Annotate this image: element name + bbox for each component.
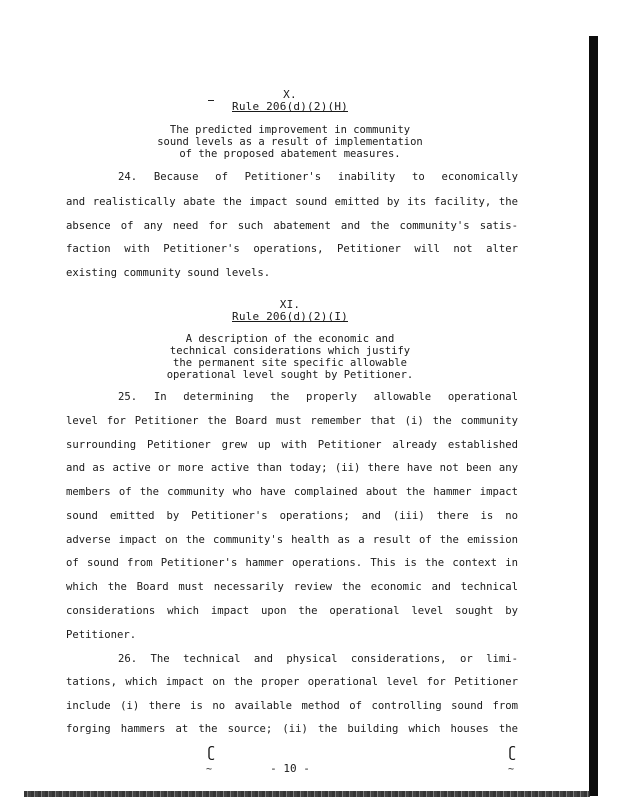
paragraph-line: 24. Because of Petitioner's inability to economically (118, 171, 518, 183)
section-subtitle-line: technical considerations which justify (169, 345, 411, 357)
paragraph-line: members of the community who have complained about the hammer impact (66, 486, 518, 498)
paragraph-line: 26. The technical and physical considerations, or limi- (118, 653, 518, 665)
section-subtitle-line: of the proposed abatement measures. (179, 148, 401, 160)
paragraph-line: of sound from Petitioner's hammer operations. This is the context in (66, 557, 518, 569)
section-number: X. (283, 88, 297, 101)
paragraph-line: faction with Petitioner's operations, Petitioner will not alter (66, 243, 518, 255)
scan-mark: ~ (206, 764, 213, 775)
paragraph-line: and realistically abate the impact sound emitted by its facility, the (66, 196, 518, 208)
paragraph-line: level for Petitioner the Board must remember that (i) the community (66, 415, 518, 427)
section-subtitle-line: the permanent site specific allowable (173, 357, 407, 369)
scan-mark (208, 100, 214, 101)
section-subtitle-line: sound levels as a result of implementation (157, 136, 423, 148)
section-number: XI. (279, 298, 301, 311)
paragraph-line: surrounding Petitioner grew up with Petitioner already established (66, 439, 518, 451)
paragraph-line: absence of any need for such abatement and the community's satis- (66, 220, 518, 232)
page-number: - 10 - (270, 762, 310, 775)
scan-mark: ʗ (508, 745, 517, 761)
section-subtitle-line: operational level sought by Petitioner. (166, 369, 414, 381)
paragraph-line: existing community sound levels. (66, 267, 271, 279)
paragraph-line: and as active or more active than today; (ii) there have not been any (66, 462, 518, 474)
paragraph-line: include (i) there is no available method of controlling sound from (66, 700, 518, 712)
paragraph-line: adverse impact on the community's health as a result of the emission (66, 534, 518, 546)
paragraph-line: tations, which impact on the proper operational level for Petitioner (66, 676, 518, 688)
scan-mark: ʗ (207, 745, 216, 761)
scan-mark: ~ (508, 764, 515, 775)
paragraph-line: 25. In determining the properly allowable operational (118, 391, 518, 403)
scan-edge-bottom (24, 791, 590, 797)
paragraph-line: considerations which impact upon the operational level sought by (66, 605, 518, 617)
section-rule: Rule 206(d)(2)(H) (232, 100, 348, 113)
paragraph-line: Petitioner. (66, 629, 137, 641)
paragraph-line: sound emitted by Petitioner's operations; and (iii) there is no (66, 510, 518, 522)
scan-edge-right (589, 36, 598, 796)
paragraph-line: forging hammers at the source; (ii) the building which houses the (66, 723, 518, 735)
paragraph-line: which the Board must necessarily review the economic and technical (66, 581, 518, 593)
section-rule: Rule 206(d)(2)(I) (232, 310, 348, 323)
section-subtitle-line: A description of the economic and (185, 333, 395, 345)
section-subtitle-line: The predicted improvement in community (169, 124, 411, 136)
